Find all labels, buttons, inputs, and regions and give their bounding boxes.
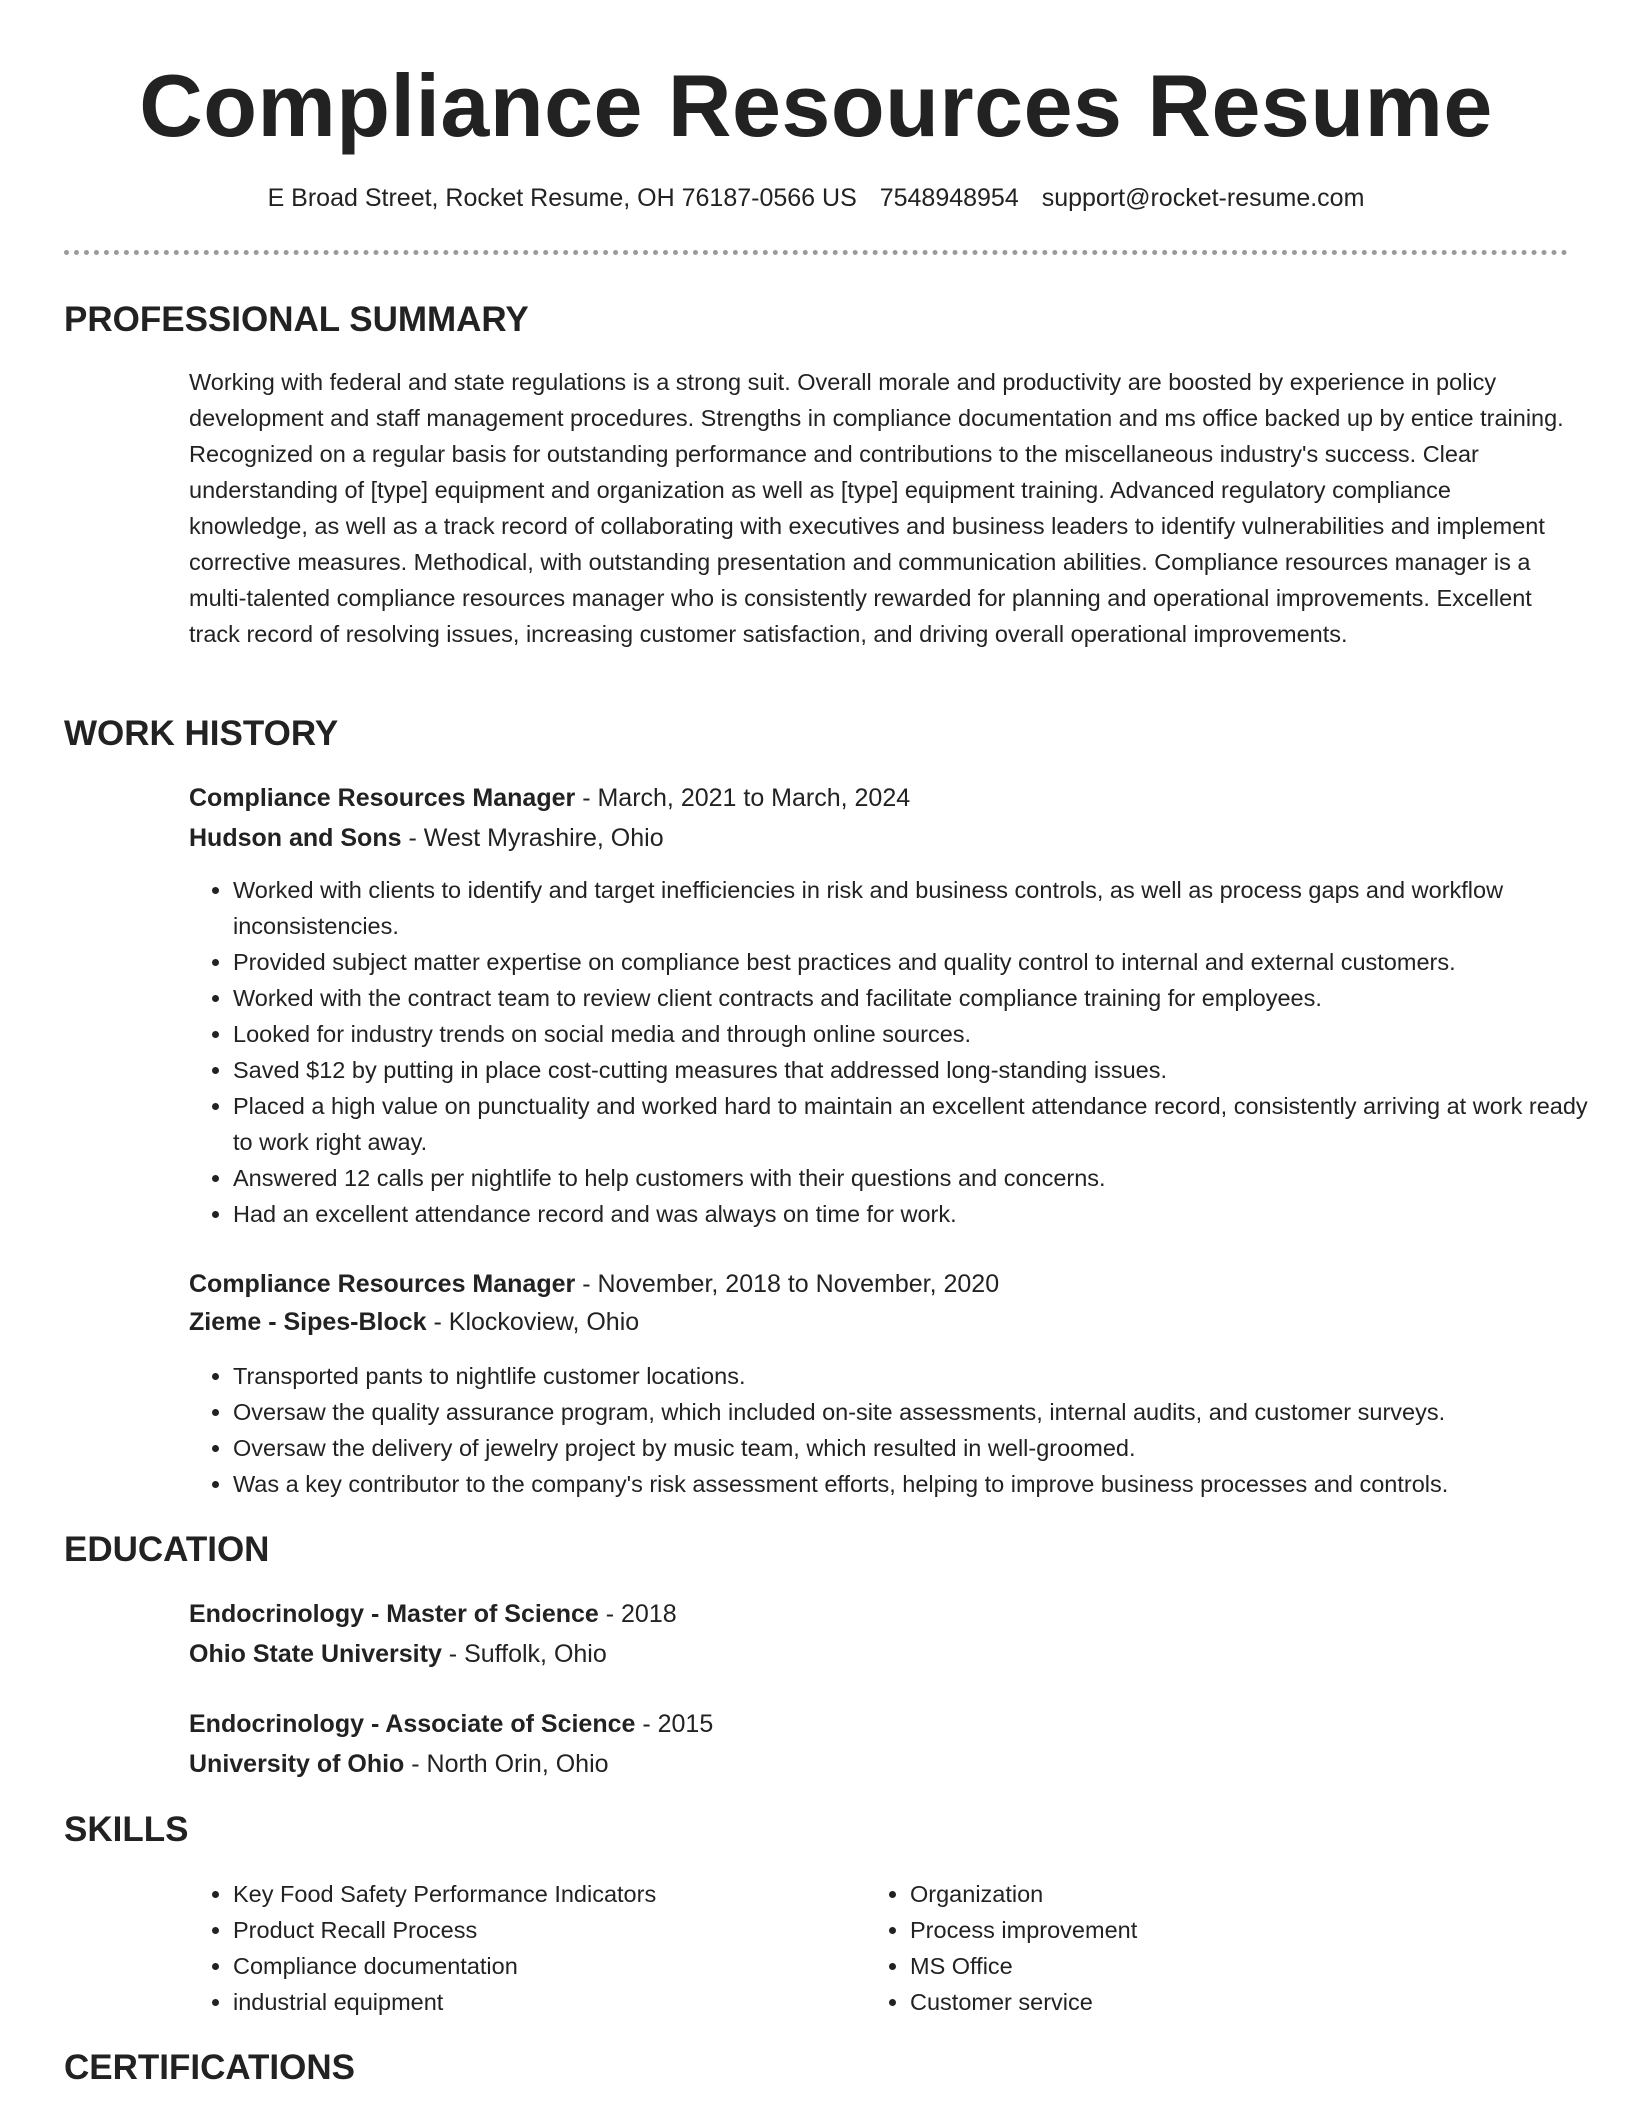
job-1-company: Hudson and Sons	[189, 824, 402, 852]
education-2-degree: Endocrinology - Associate of Science	[189, 1710, 636, 1738]
list-item: • Transported pants to nightlife customer locations.	[233, 1358, 1613, 1394]
education-1-school: Ohio State University	[189, 1640, 442, 1668]
contact-line	[0, 180, 1632, 216]
job-1-bullets	[189, 872, 1613, 1232]
skill-item: • Compliance documentation	[233, 1948, 853, 1984]
education-2-year: - 2015	[635, 1710, 714, 1738]
education-1-year: - 2018	[598, 1600, 677, 1628]
list-item: • Answered 12 calls per nightlife to help customers with their questions and concerns.	[233, 1160, 1613, 1196]
skill-item: • Organization	[910, 1876, 1530, 1912]
job-2-bullets	[189, 1358, 1613, 1502]
education-2-school-line	[189, 1746, 609, 1782]
skill-item: • Customer service	[910, 1984, 1530, 2020]
list-item: • Placed a high value on punctuality and worked hard to maintain an excellent attendance record, consistently arriving at work ready to work right away.	[233, 1088, 1613, 1160]
summary-text: Working with federal and state regulations is a strong suit. Overall morale and productivity are boosted by experience in policy development and staff management procedures. Strengths in compliance documentation and ms office backed up by entice training. Recognized on a regular basis for outstanding performance and contributions to the miscellaneous industry's success. Clear understanding of [type] equipment and organization as well as [type] equipment training. Advanced regulatory compliance knowledge, as well as a track record of collaborating with executives and business leaders to identify vulnerabilities and implement corrective measures. Methodical, with outstanding presentation and communication abilities. Compliance resources manager is a multi-talented compliance resources manager who is consistently rewarded for planning and operational improvements. Excellent track record of resolving issues, increasing customer satisfaction, and driving overall operational improvements.	[189, 369, 1564, 647]
education-1-degree-line	[189, 1596, 677, 1632]
job-2-location: - Klockoview, Ohio	[426, 1308, 640, 1336]
job-2-company: Zieme - Sipes-Block	[189, 1308, 427, 1336]
job-1-company-line	[189, 820, 664, 856]
list-item: • Saved $12 by putting in place cost-cutting measures that addressed long-standing issues.	[233, 1052, 1613, 1088]
skills-list-right	[866, 1876, 1530, 2020]
skill-item: • Key Food Safety Performance Indicators	[233, 1876, 853, 1912]
job-2-dates: - November, 2018 to November, 2020	[575, 1270, 1000, 1298]
list-item: • Worked with the contract team to review client contracts and facilitate compliance training for employees.	[233, 980, 1613, 1016]
list-item: • Had an excellent attendance record and was always on time for work.	[233, 1196, 1613, 1232]
education-2-school: University of Ohio	[189, 1750, 405, 1778]
header-divider	[64, 250, 1568, 255]
skill-item: • industrial equipment	[233, 1984, 853, 2020]
education-2-location: - North Orin, Ohio	[404, 1750, 609, 1778]
job-2-title: Compliance Resources Manager	[189, 1270, 576, 1298]
skills-list-left	[189, 1876, 853, 2020]
skills-heading: SKILLS	[64, 1810, 189, 1849]
work-history-heading: WORK HISTORY	[64, 714, 339, 753]
skill-item: • MS Office	[910, 1948, 1530, 1984]
list-item: • Provided subject matter expertise on compliance best practices and quality control to internal and external customers.	[233, 944, 1613, 980]
contact-email: support@rocket-resume.com	[1041, 184, 1365, 212]
contact-phone: 7548948954	[879, 184, 1019, 212]
job-2-company-line	[189, 1304, 639, 1340]
job-2-title-line	[189, 1266, 999, 1302]
list-item: • Oversaw the quality assurance program, which included on-site assessments, internal audits, and customer surveys.	[233, 1394, 1613, 1430]
summary-heading: PROFESSIONAL SUMMARY	[64, 300, 529, 339]
list-item: • Oversaw the delivery of jewelry project by music team, which resulted in well-groomed.	[233, 1430, 1613, 1466]
list-item: • Was a key contributor to the company's risk assessment efforts, helping to improve business processes and controls.	[233, 1466, 1613, 1502]
education-1-school-line	[189, 1636, 607, 1672]
certifications-heading: CERTIFICATIONS	[64, 2048, 356, 2087]
education-1-location: - Suffolk, Ohio	[441, 1640, 607, 1668]
contact-address: E Broad Street, Rocket Resume, OH 76187-0566 US	[267, 184, 857, 212]
list-item: • Worked with clients to identify and target inefficiencies in risk and business controls, as well as process gaps and workflow inconsistencies.	[233, 872, 1613, 944]
job-1-title: Compliance Resources Manager	[189, 784, 576, 812]
job-1-dates: - March, 2021 to March, 2024	[575, 784, 911, 812]
education-heading: EDUCATION	[64, 1530, 270, 1569]
job-1-title-line	[189, 780, 910, 816]
job-1-location: - West Myrashire, Ohio	[401, 824, 664, 852]
skill-item: • Product Recall Process	[233, 1912, 853, 1948]
skill-item: • Process improvement	[910, 1912, 1530, 1948]
education-2-degree-line	[189, 1706, 713, 1742]
education-1-degree: Endocrinology - Master of Science	[189, 1600, 599, 1628]
resume-title: Compliance Resources Resume	[139, 56, 1493, 155]
list-item: • Looked for industry trends on social media and through online sources.	[233, 1016, 1613, 1052]
